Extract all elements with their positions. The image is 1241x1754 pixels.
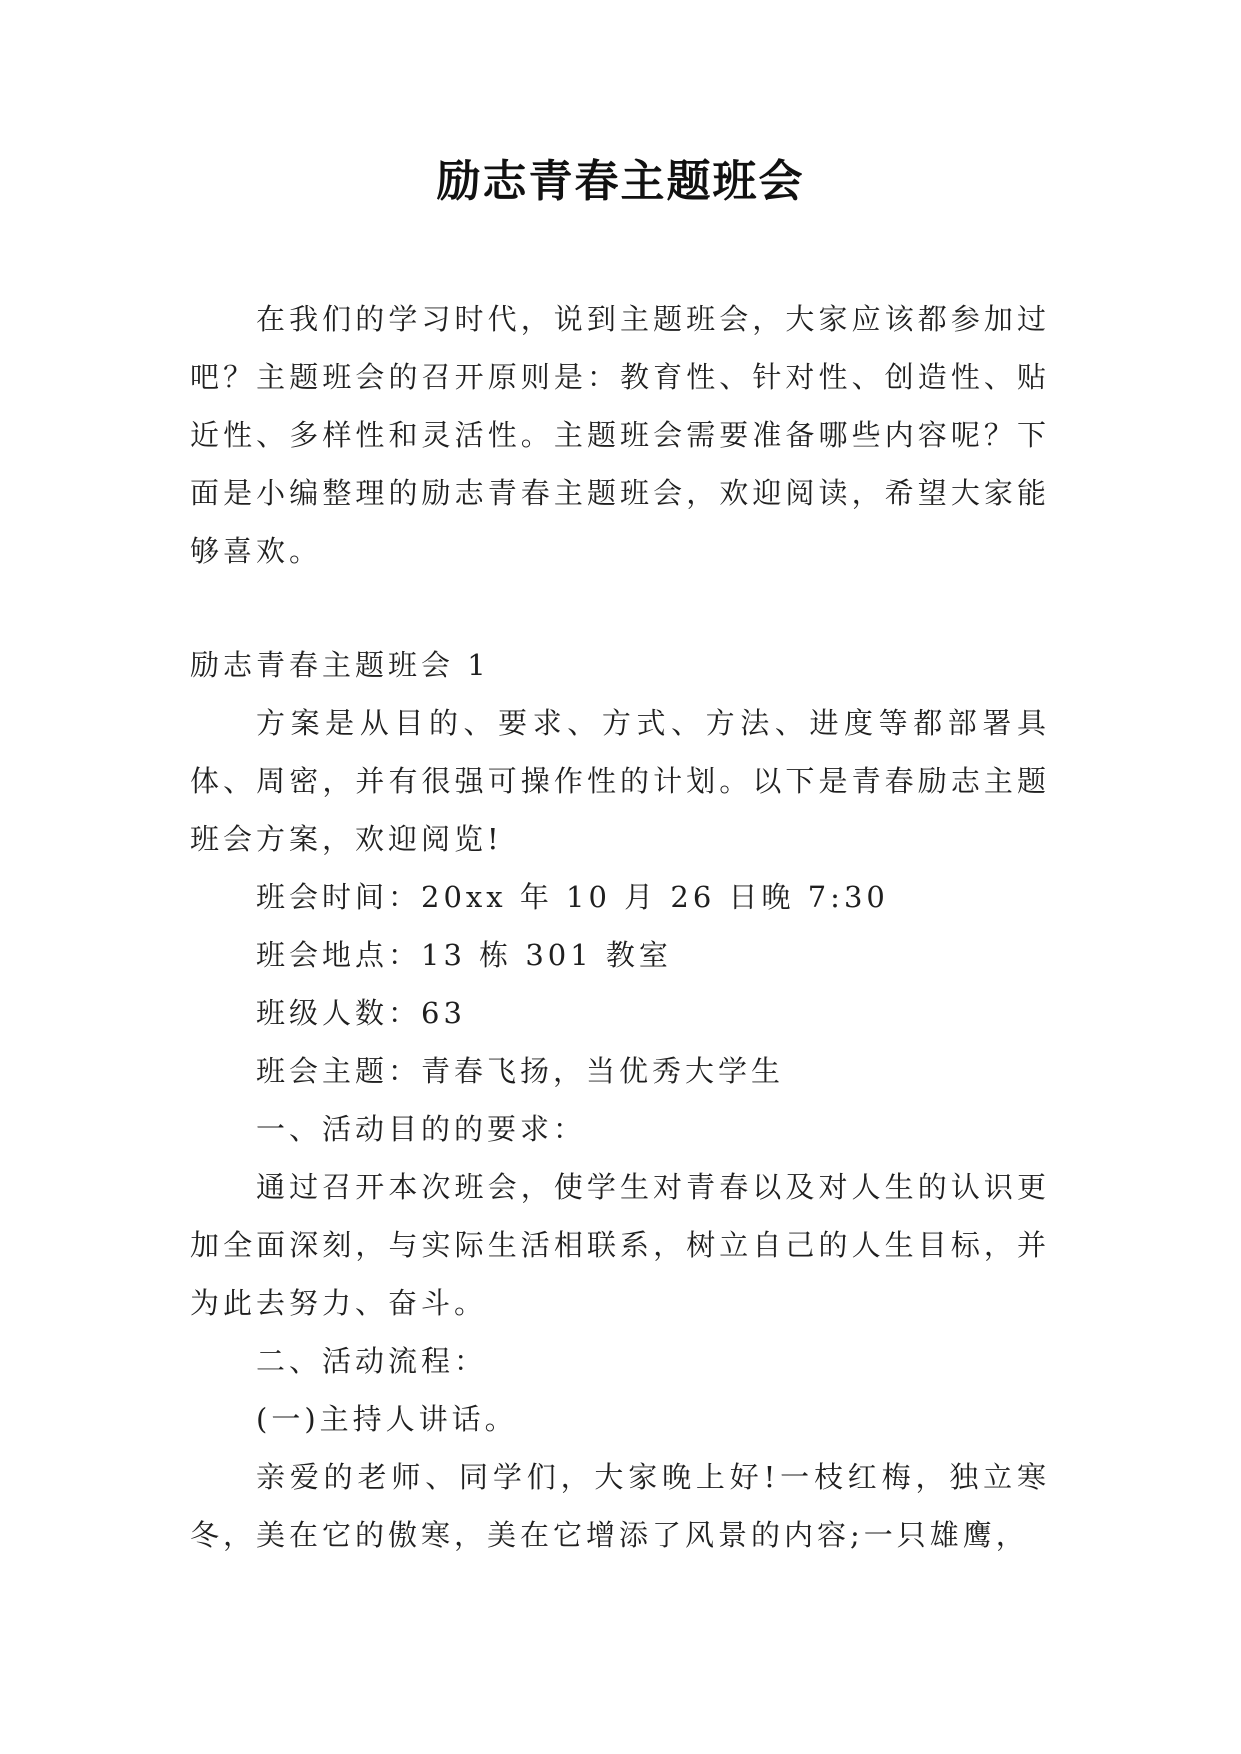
- meeting-location: 班会地点：13 栋 301 教室: [256, 938, 672, 972]
- document-title: 励志青春主题班会: [436, 156, 805, 207]
- section-paragraph: 亲爱的老师、同学们，大家晚上好!一枝红梅，独立寒冬，美在它的傲寒，美在它增添了风景的内容;一只雄鹰，: [190, 1460, 1050, 1552]
- subheading-host: (一)主持人讲话。: [256, 1402, 518, 1436]
- meeting-time: 班会时间：20xx 年 10 月 26 日晚 7:30: [256, 880, 889, 914]
- intro-block: [190, 290, 1050, 580]
- subheading-goals: 一、活动目的的要求：: [256, 1112, 587, 1146]
- section-heading: 励志青春主题班会 1: [190, 648, 490, 682]
- section-1: [190, 636, 1050, 1564]
- intro-paragraph: 在我们的学习时代，说到主题班会，大家应该都参加过吧？主题班会的召开原则是：教育性、针对性、创造性、贴近性、多样性和灵活性。主题班会需要准备哪些内容呢？下面是小编整理的励志青春主题班会，欢迎阅读，希望大家能够喜欢。: [190, 302, 1050, 568]
- class-size: 班级人数：63: [256, 996, 466, 1030]
- section-paragraph: 通过召开本次班会，使学生对青春以及对人生的认识更加全面深刻，与实际生活相联系，树立自己的人生目标，并为此去努力、奋斗。: [190, 1170, 1050, 1320]
- section-paragraph: 方案是从目的、要求、方式、方法、进度等都部署具体、周密，并有很强可操作性的计划。以下是青春励志主题班会方案，欢迎阅览!: [190, 706, 1050, 856]
- subheading-process: 二、活动流程：: [256, 1344, 488, 1378]
- meeting-theme: 班会主题：青春飞扬，当优秀大学生: [256, 1054, 785, 1088]
